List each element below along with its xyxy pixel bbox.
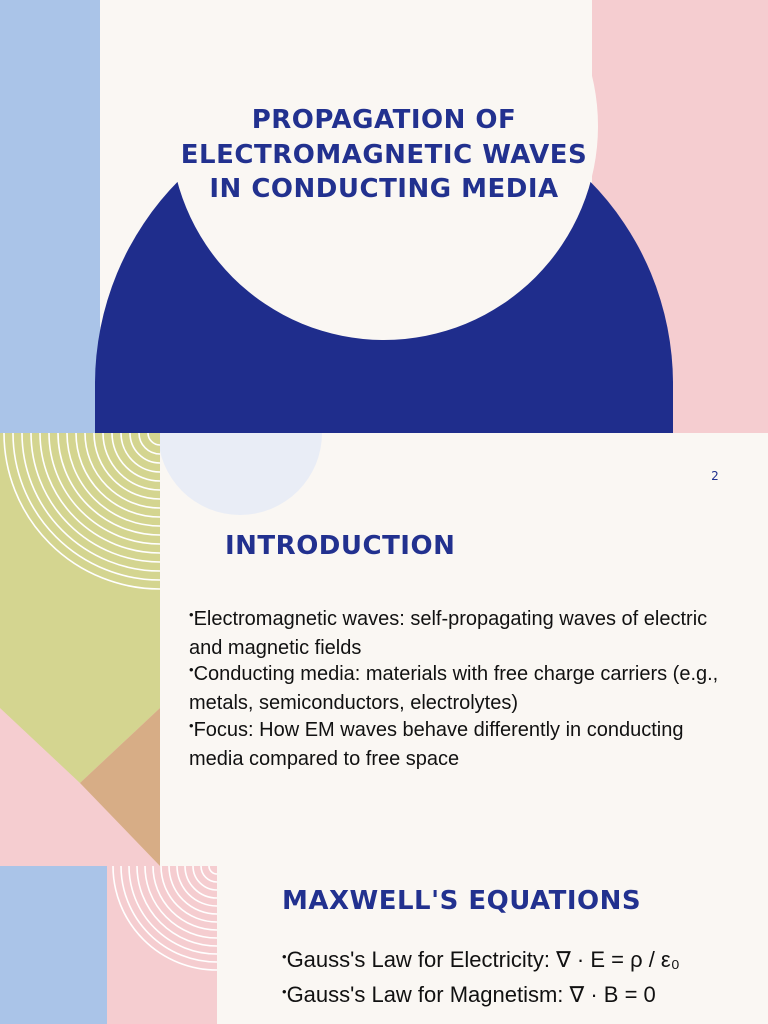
bullet-icon: • [189,662,194,678]
concentric-arcs-decoration [107,866,217,1024]
arc-ring [169,866,217,914]
maxwell-slide [0,866,768,1024]
arc-ring [129,866,217,954]
arc-ring [121,866,217,962]
bullet-icon: • [189,717,194,733]
bullet-icon: • [282,949,287,964]
slide-heading: INTRODUCTION [225,531,456,561]
bullet-icon: • [282,983,287,999]
list-item: •Focus: How EM waves behave differently in conducting media compared to free space [189,717,684,770]
title-slide [0,0,768,433]
introduction-slide [0,433,768,866]
list-item: •Conducting media: materials with free charge carriers (e.g., metals, semiconductors, electrolytes) [189,662,719,715]
list-item: •Gauss's Law for Electricity: ∇ · E = ρ / ε₀ [282,947,680,972]
bullet-list [189,606,729,772]
arc-ring [209,866,217,874]
list-item: •Electromagnetic waves: self-propagating waves of electric and magnetic fields [189,607,708,659]
blue-side-panel [0,866,107,1024]
decorative-panel [0,433,160,866]
page-number: 2 [711,469,719,483]
slide-heading: MAXWELL'S EQUATIONS [282,886,642,916]
arc-ring [113,866,217,970]
geometric-decoration [0,433,160,866]
pink-arc-panel [107,866,217,1024]
bullet-icon: • [189,607,194,622]
slide-title: PROPAGATION OF ELECTROMAGNETIC WAVES IN CONDUCTING MEDIA [180,105,588,204]
list-item: •Gauss's Law for Magnetism: ∇ · B = 0 [282,981,656,1007]
arc-ring [193,866,217,890]
bullet-list [282,944,722,1013]
blue-side-panel [0,0,100,433]
